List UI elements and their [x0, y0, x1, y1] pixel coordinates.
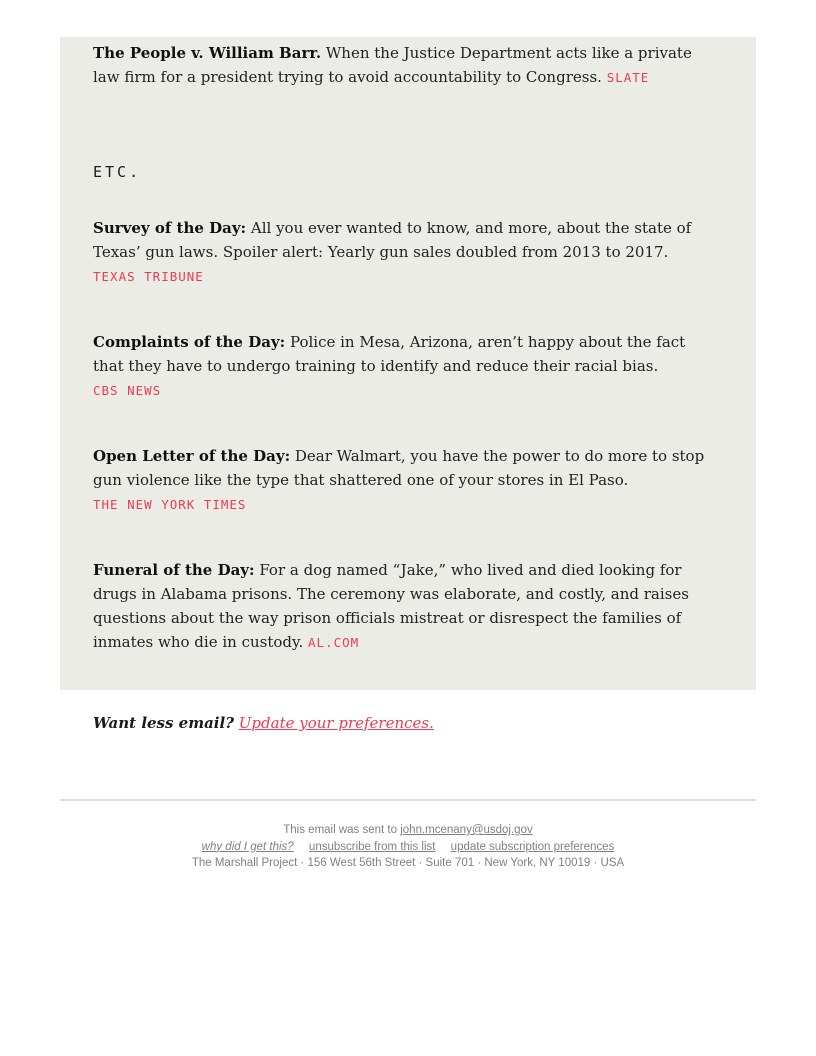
- story-lead: Survey of the Day:: [93, 219, 247, 237]
- postal-address: The Marshall Project · 156 West 56th Street · Suite 701 · New York, NY 10019 · USA: [191, 857, 625, 869]
- update-subscription-link[interactable]: update subscription preferences: [450, 840, 615, 853]
- source-link-slate[interactable]: SLATE: [606, 70, 650, 85]
- why-did-i-get-this-link[interactable]: why did I get this?: [201, 840, 294, 853]
- sent-to-text: This email was sent to: [283, 824, 398, 836]
- story-open-letter: [93, 444, 712, 517]
- footer-divider: [60, 799, 756, 801]
- story-complaints: [93, 330, 712, 403]
- story-lead: Funeral of the Day:: [93, 561, 255, 579]
- story-text: Police in Mesa, Arizona, aren’t happy about the fact that they have to undergo training to identify and reduce their racial bias.: [93, 333, 686, 375]
- preferences-line: [93, 711, 712, 735]
- unsubscribe-link[interactable]: unsubscribe from this list: [308, 840, 436, 853]
- story-lead: Complaints of the Day:: [93, 333, 286, 351]
- story-text: Dear Walmart, you have the power to do more to stop gun violence like the type that shattered one of your stores in El Paso.: [93, 447, 705, 489]
- story-text: All you ever wanted to know, and more, about the state of Texas’ gun laws. Spoiler alert: Yearly gun sales doubled from 2013 to 2017.: [93, 219, 692, 261]
- footer-links-line: [0, 839, 816, 856]
- story-funeral: [93, 558, 712, 655]
- source-link-new-york-times[interactable]: THE NEW YORK TIMES: [93, 497, 247, 512]
- story-survey: [93, 216, 712, 289]
- preferences-prompt: Want less email?: [93, 714, 234, 732]
- update-preferences-link[interactable]: Update your preferences.: [238, 714, 434, 732]
- section-heading-etc: ETC.: [93, 163, 142, 181]
- story-text: For a dog named “Jake,” who lived and died looking for drugs in Alabama prisons. The ceremony was elaborate, and costly, and raises questions about the way prison officials mistreat or disrespect the families of inmates who die in custody.: [93, 561, 689, 651]
- story-lead: The People v. William Barr.: [93, 44, 322, 62]
- recipient-email-link[interactable]: john.mcenany@usdoj.gov: [400, 824, 533, 836]
- newsletter-body: [60, 37, 756, 732]
- source-link-cbs-news[interactable]: CBS NEWS: [93, 383, 162, 398]
- email-footer: [0, 822, 816, 872]
- source-link-texas-tribune[interactable]: TEXAS TRIBUNE: [93, 269, 204, 284]
- source-link-al-com[interactable]: AL.COM: [308, 635, 360, 650]
- story-top: [93, 41, 712, 90]
- story-lead: Open Letter of the Day:: [93, 447, 291, 465]
- story-text: When the Justice Department acts like a private law firm for a president trying to avoid accountability to Congress.: [93, 44, 692, 86]
- sent-to-line: [0, 822, 816, 839]
